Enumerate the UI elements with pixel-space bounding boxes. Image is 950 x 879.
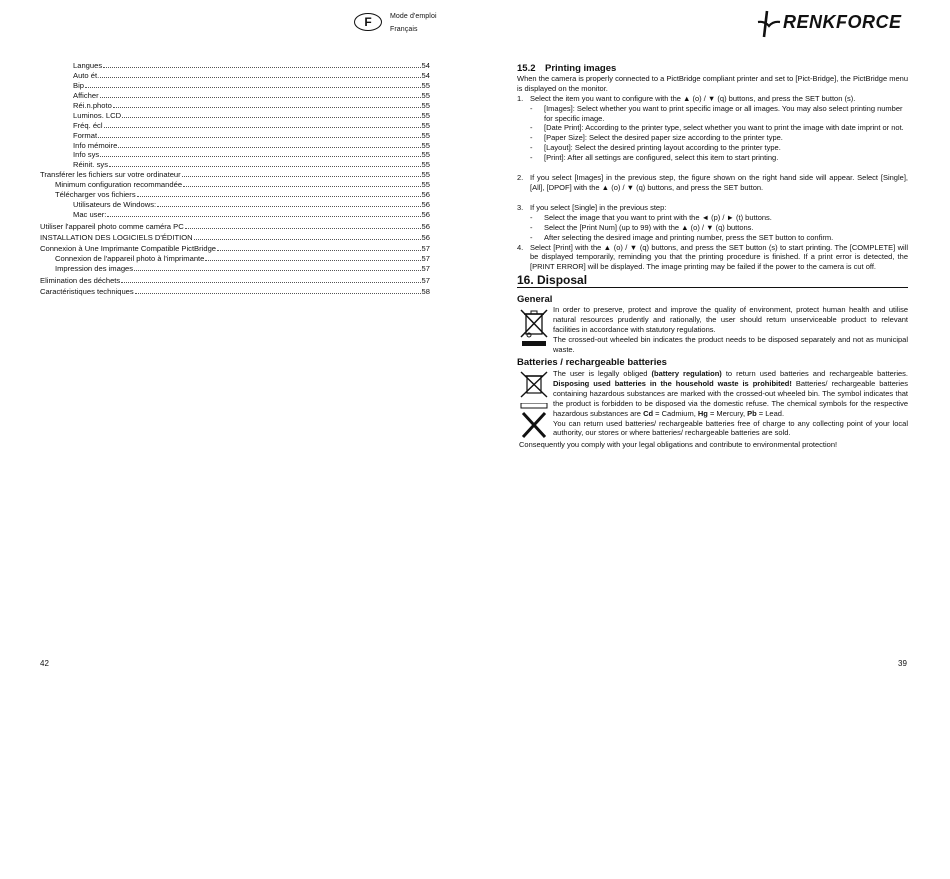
toc-entry-page: 55 bbox=[421, 80, 430, 90]
batteries-block bbox=[517, 369, 908, 441]
toc-entry-label: Télécharger vos fichiers bbox=[55, 190, 136, 200]
page-number-right: 39 bbox=[898, 659, 907, 668]
toc-entry bbox=[40, 91, 430, 101]
toc-entry bbox=[40, 81, 430, 91]
toc-leader-dots bbox=[121, 281, 420, 283]
toc-entry-label: Caractéristiques techniques bbox=[40, 287, 134, 297]
toc-entry-label: Connexion de l'appareil photo à l'imprimante bbox=[55, 254, 205, 264]
language-badge: F bbox=[354, 13, 382, 31]
step-1-options bbox=[517, 104, 908, 163]
step-3-options bbox=[517, 213, 908, 243]
toc-entry-page: 55 bbox=[421, 140, 430, 150]
dash-list-item: - [Print]: After all settings are configured, select this item to start printing. bbox=[530, 153, 779, 163]
toc-leader-dots bbox=[85, 86, 421, 88]
toc-entry bbox=[40, 101, 430, 111]
toc-entry-page: 54 bbox=[421, 61, 430, 70]
general-paragraph-1: In order to preserve, protect and improve the quality of environment, protect human health and utilise natural resources prudently and rationally, the user should return unserviceable product to relevant facilities in accordance with statutory regulations. bbox=[553, 305, 908, 334]
toc-leader-dots bbox=[100, 155, 420, 157]
toc-leader-dots bbox=[183, 185, 421, 187]
toc-leader-dots bbox=[157, 205, 420, 207]
dash-list-item: - [Layout]: Select the desired printing layout according to the printer type. bbox=[530, 143, 781, 153]
toc-leader-dots bbox=[185, 227, 421, 229]
toc-leader-dots bbox=[98, 136, 420, 138]
toc-leader-dots bbox=[103, 66, 420, 68]
toc-entry-page: 56 bbox=[421, 200, 430, 210]
general-block bbox=[517, 305, 908, 354]
toc-entry bbox=[40, 254, 430, 264]
dash-list-item: - [Paper Size]: Select the desired paper size according to the printer type. bbox=[530, 133, 783, 143]
batteries-heading: Batteries / rechargeable batteries bbox=[517, 357, 667, 368]
toc-entry bbox=[40, 244, 430, 254]
toc-leader-dots bbox=[100, 96, 421, 98]
toc-entry bbox=[40, 180, 430, 190]
toc-entry-label: Luminos. LCD bbox=[73, 110, 122, 120]
toc-leader-dots bbox=[100, 76, 420, 78]
section-intro: When the camera is properly connected to a PictBridge compliant printer and set to [Pict-Bridge], the PictBridge menu is displayed on the monitor. bbox=[517, 73, 908, 93]
toc-entry-page: 57 bbox=[421, 264, 430, 274]
dash-list-item: - Select the image that you want to print with the ◄ (p) / ► (t) buttons. bbox=[530, 212, 772, 222]
toc-entry-page: 54 bbox=[421, 70, 430, 80]
brand-name: RENKFORCE bbox=[783, 12, 902, 32]
toc-entry-page: 55 bbox=[421, 150, 430, 160]
step-2: 2. If you select [Images] in the previous step, the figure shown on the right hand side will appear. Select [Single], [All], [DPOF] with the ▲ (o) / ▼ (q) buttons, and press the SET button. bbox=[517, 173, 908, 192]
toc-entry bbox=[40, 233, 430, 243]
toc-leader-dots bbox=[134, 269, 420, 271]
toc-entry-page: 56 bbox=[421, 232, 430, 242]
toc-entry-page: 57 bbox=[421, 275, 430, 285]
toc-entry-label: Minimum configuration recommandée bbox=[55, 180, 183, 190]
toc-leader-dots bbox=[109, 165, 421, 167]
toc-entry-label: Connexion à Une Imprimante Compatible PictBridge bbox=[40, 244, 217, 254]
toc-entry-label: Format bbox=[73, 130, 98, 140]
toc-entry bbox=[40, 150, 430, 160]
toc-entry-label: Elimination des déchets bbox=[40, 275, 121, 285]
toc-entry bbox=[40, 170, 430, 180]
page-number-left: 42 bbox=[40, 659, 49, 668]
general-heading: General bbox=[517, 294, 553, 305]
batteries-closing: Consequently you comply with your legal obligations and contribute to environmental protection! bbox=[519, 440, 838, 449]
toc-entry bbox=[40, 210, 430, 220]
toc-entry bbox=[40, 222, 430, 232]
toc-entry bbox=[40, 200, 430, 210]
batteries-paragraph-1: The user is legally obliged (battery regulation) to return used batteries and rechargeable batteries. Disposing used batteries in the household waste is prohibited! Batteries/ rechargeable batteries containing hazardous substances are marked with the crossed-out wheeled bin. The symbol indicates that the product is forbidden to be disposed via the domestic refuse. The chemical symbols for the respective hazardous substances are Cd = Cadmium, Hg = Mercury, Pb = Lead. bbox=[553, 369, 908, 418]
toc-leader-dots bbox=[104, 126, 421, 128]
toc-leader-dots bbox=[205, 259, 420, 261]
toc-entry bbox=[40, 160, 430, 170]
step-4: 4. Select [Print] with the ▲ (o) / ▼ (q) buttons, and press the SET button (s) to start printing. The [COMPLETE] will be displayed temporarily, reminding you that the printing procedure is finished. If a print error is detected, the [PRINT ERROR] will be displayed. The image printing may be failed if the power to the camera is cut off. bbox=[517, 242, 908, 272]
step-1: 1. Select the item you want to configure with the ▲ (o) / ▼ (q) buttons, and press the SET button (s). bbox=[517, 93, 856, 103]
brand-logo bbox=[757, 10, 907, 38]
toc-entry-label: Impression des images bbox=[55, 264, 134, 274]
toc-leader-dots bbox=[217, 249, 421, 251]
toc-entry bbox=[40, 111, 430, 121]
toc-entry-label: Afficher bbox=[73, 90, 99, 100]
dash-list-item: - After selecting the desired image and printing number, press the SET button to confirm. bbox=[530, 232, 834, 242]
toc-entry-page: 55 bbox=[421, 110, 430, 120]
toc-entry-page: 56 bbox=[421, 210, 430, 220]
toc-leader-dots bbox=[182, 175, 421, 177]
toc-entry bbox=[40, 121, 430, 131]
toc-leader-dots bbox=[137, 195, 421, 197]
toc-entry-label: Bip bbox=[73, 80, 84, 90]
toc-entry-label: Transférer les fichiers sur votre ordinateur bbox=[40, 170, 181, 180]
toc-leader-dots bbox=[122, 116, 420, 118]
toc-entry bbox=[40, 141, 430, 151]
toc-entry-label: Réi.n.photo bbox=[73, 100, 112, 110]
toc-entry-page: 55 bbox=[421, 170, 430, 180]
general-paragraph-2: The crossed-out wheeled bin indicates the product needs to be disposed separately and not as municipal waste. bbox=[553, 334, 908, 354]
toc-entry-page: 57 bbox=[421, 244, 430, 254]
toc-entry-label: Langues bbox=[73, 61, 103, 70]
toc-entry-label: Mac user: bbox=[73, 210, 107, 220]
dash-list-item: - Select the [Print Num] (up to 99) with the ▲ (o) / ▼ (q) buttons. bbox=[530, 222, 754, 232]
toc-leader-dots bbox=[135, 292, 421, 294]
toc-leader-dots bbox=[113, 106, 421, 108]
section-15-2 bbox=[517, 64, 908, 272]
section-heading: 15.2 Printing images bbox=[517, 63, 617, 74]
toc-leader-dots bbox=[194, 238, 421, 240]
toc-entry-label: INSTALLATION DES LOGICIELS D'ÉDITION bbox=[40, 232, 193, 242]
toc-entry bbox=[40, 71, 430, 81]
dash-list-item: - [Date Print]: According to the printer type, select whether you want to print the image with date imprint or not. bbox=[530, 123, 904, 133]
toc-entry bbox=[40, 287, 430, 297]
toc-entry-page: 56 bbox=[421, 190, 430, 200]
toc-entry-page: 55 bbox=[421, 180, 430, 190]
toc-entry bbox=[40, 61, 430, 71]
brand-mark-icon bbox=[757, 10, 783, 38]
chapter-heading: 16. Disposal bbox=[517, 276, 908, 288]
battery-bin-icon bbox=[519, 403, 549, 439]
toc-entry-page: 57 bbox=[421, 254, 430, 264]
toc-entry bbox=[40, 131, 430, 141]
crossed-bin-icon bbox=[519, 371, 549, 399]
toc-entry bbox=[40, 276, 430, 286]
crossed-bin-icon bbox=[519, 308, 549, 346]
header-mode: Mode d'emploi bbox=[390, 13, 437, 20]
toc-entry-page: 58 bbox=[421, 287, 430, 297]
table-of-contents bbox=[40, 61, 430, 297]
toc-entry-page: 55 bbox=[421, 160, 430, 170]
toc-entry-page: 55 bbox=[421, 100, 430, 110]
toc-entry-page: 55 bbox=[421, 90, 430, 100]
step-3: 3. If you select [Single] in the previous step: bbox=[517, 202, 667, 212]
toc-entry bbox=[40, 264, 430, 274]
toc-entry-label: Fréq. écl bbox=[73, 120, 103, 130]
toc-entry-label: Auto ét. bbox=[73, 70, 100, 80]
toc-entry-page: 55 bbox=[421, 120, 430, 130]
toc-entry-label: Utiliser l'appareil photo comme caméra PC bbox=[40, 221, 184, 231]
toc-leader-dots bbox=[107, 215, 420, 217]
toc-entry bbox=[40, 190, 430, 200]
toc-entry-page: 56 bbox=[421, 221, 430, 231]
toc-entry-page: 55 bbox=[421, 130, 430, 140]
toc-entry-label: Info mémoire bbox=[73, 140, 118, 150]
batteries-paragraph-2: You can return used batteries/ rechargeable batteries free of charge to any collecting point of your local authority, our stores or where batteries/ rechargeable batteries are sold. bbox=[553, 418, 908, 438]
toc-entry-label: Info sys bbox=[73, 150, 100, 160]
dash-list-item: - [Images]: Select whether you want to print specific image or all images. You may also select printing number for specific image. bbox=[530, 103, 903, 123]
toc-entry-label: Réinit. sys bbox=[73, 160, 109, 170]
header-language: Français bbox=[390, 26, 418, 33]
toc-entry-label: Utilisateurs de Windows: bbox=[73, 200, 157, 210]
toc-leader-dots bbox=[118, 146, 420, 148]
